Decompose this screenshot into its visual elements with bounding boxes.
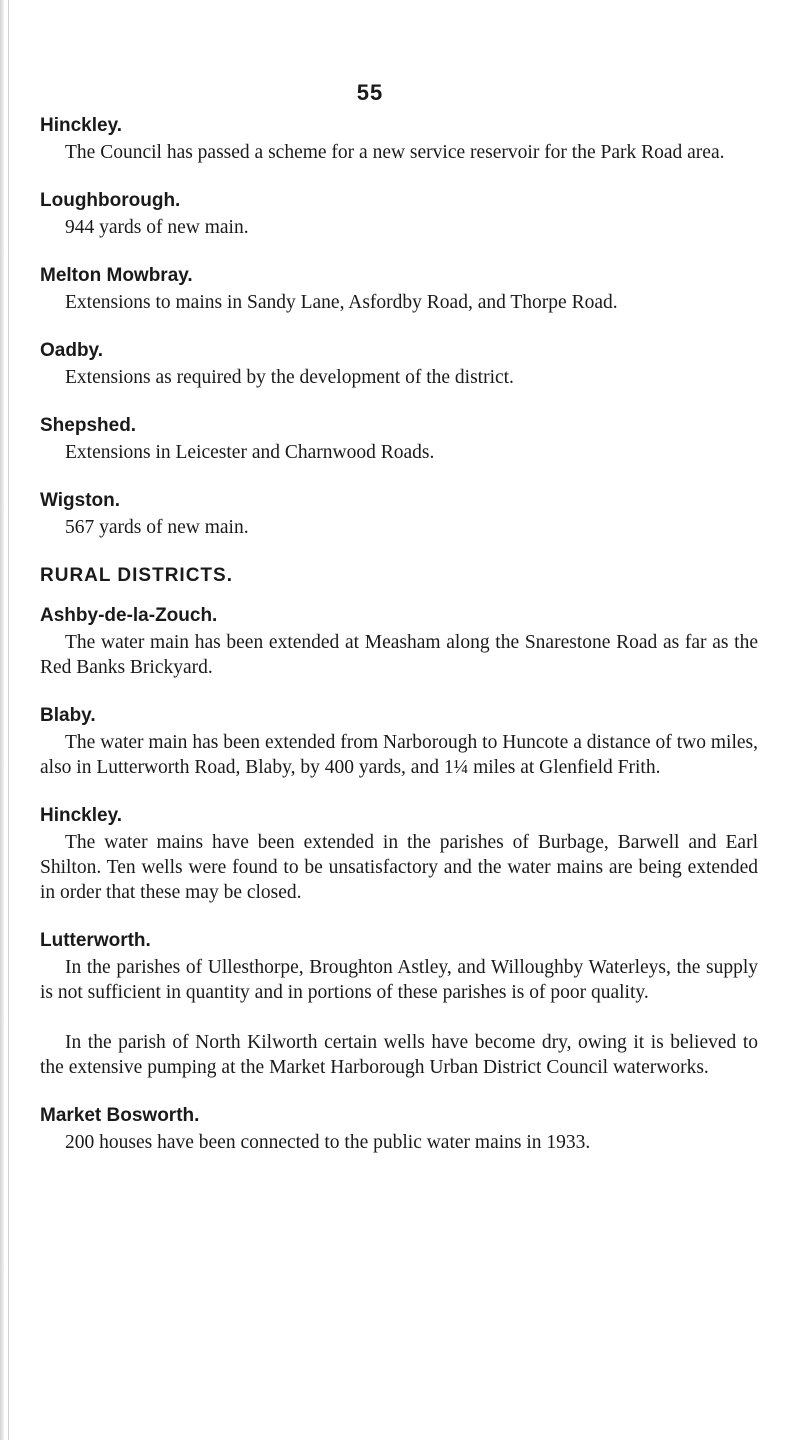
section-market-bosworth (40, 1102, 758, 1155)
section-shepshed (40, 412, 758, 465)
section-paragraph: The Council has passed a scheme for a new service reservoir for the Park Road area. (65, 142, 725, 163)
section-wigston (40, 487, 758, 540)
section-paragraph: 200 houses have been connected to the public water mains in 1933. (65, 1132, 591, 1153)
section-hinckley-urban (40, 112, 758, 165)
section-hinckley-rural (40, 802, 758, 905)
section-paragraph: Extensions as required by the development of the district. (65, 367, 514, 388)
section-paragraph: 944 yards of new main. (65, 217, 249, 238)
section-paragraph: In the parishes of Ullesthorpe, Broughton Astley, and Willoughby Waterleys, the supply is not sufficient in quantity and in portions of these parishes is of poor quality. (40, 957, 758, 1003)
section-heading: Wigston. (40, 490, 121, 511)
section-paragraph: The water mains have been extended in the parishes of Burbage, Barwell and Earl Shilton. Ten wells were found to be unsatisfactory and the water mains are being extended in order that these may be closed. (40, 832, 758, 903)
section-melton-mowbray (40, 262, 758, 315)
section-paragraph: The water main has been extended from Narborough to Huncote a distance of two miles, also in Lutterworth Road, Blaby, by 400 yards, and 1¼ miles at Glenfield Frith. (40, 732, 758, 778)
section-paragraph: Extensions to mains in Sandy Lane, Asfordby Road, and Thorpe Road. (65, 292, 618, 313)
section-heading: Blaby. (40, 705, 96, 726)
section-blaby (40, 702, 758, 780)
section-heading: Loughborough. (40, 190, 181, 211)
section-heading: Hinckley. (40, 805, 123, 826)
section-heading: Oadby. (40, 340, 103, 361)
section-heading: Ashby-de-la-Zouch. (40, 605, 218, 626)
section-oadby (40, 337, 758, 390)
section-heading: Market Bosworth. (40, 1105, 200, 1126)
section-paragraph: Extensions in Leicester and Charnwood Roads. (65, 442, 435, 463)
document-body (40, 112, 758, 1177)
section-loughborough (40, 187, 758, 240)
section-ashby-de-la-zouch (40, 602, 758, 680)
page-binding-edge (0, 0, 4, 1440)
rural-districts-title: RURAL DISTRICTS. (40, 565, 233, 586)
section-heading: Lutterworth. (40, 930, 151, 951)
section-paragraph: In the parish of North Kilworth certain wells have become dry, owing it is believed to the extensive pumping at the Market Harborough Urban District Council waterworks. (40, 1032, 758, 1078)
section-heading: Hinckley. (40, 115, 123, 136)
section-heading: Melton Mowbray. (40, 265, 193, 286)
section-lutterworth (40, 927, 758, 1080)
page-binding-rule (8, 0, 9, 1440)
section-paragraph: 567 yards of new main. (65, 517, 249, 538)
page-number: 55 (356, 80, 384, 105)
section-paragraph: The water main has been extended at Measham along the Snarestone Road as far as the Red Banks Brickyard. (40, 632, 758, 678)
section-heading: Shepshed. (40, 415, 137, 436)
